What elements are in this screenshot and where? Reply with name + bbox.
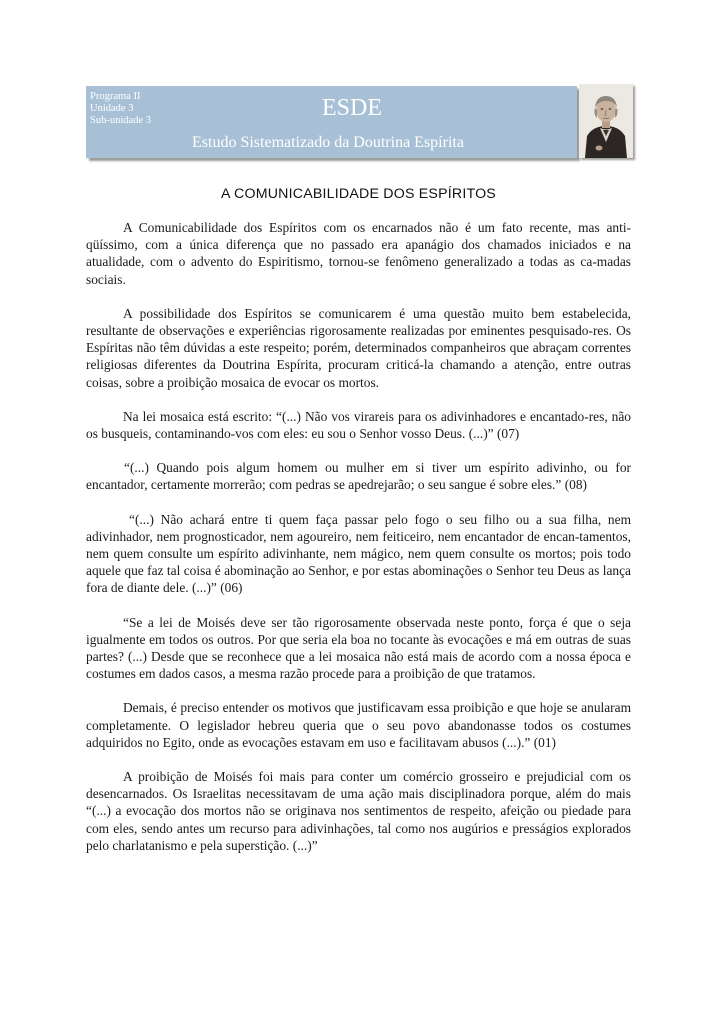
document-body [86,219,631,871]
program-label: Programa II [90,91,141,102]
header-banner [86,86,577,158]
program-info [90,91,151,127]
paragraph: Na lei mosaica está escrito: “(...) Não vos virareis para os adivinhadores e encantado-res, não os busqueis, contaminando-vos com eles: eu sou o Senhor vosso Deus. (...)” (07) [86,408,631,442]
paragraph: A Comunicabilidade dos Espíritos com os encarnados não é um fato recente, mas anti-qüíssimo, com a única diferença que no passado era apanágio dos chamados iniciados e na atualidade, com o advento do Espiritismo, tornou-se fenômeno generalizado a todas as ca-madas sociais. [86,220,631,287]
banner-title: ESDE [322,95,382,121]
quote-paragraph: “(...) Não achará entre ti quem faça passar pelo fogo o seu filho ou a sua filha, nem adivinhador, nem prognosticador, nem agoureiro, nem feiticeiro, nem encantador de encan-tamentos, nem quem consulte um espírito adivinhante, nem mágico, nem quem consulte os mortos; pois todo aquele que faz tal coisa é abominação ao Senhor, e por estas abominações o Senhor teu Deus as lança fora de diante dele. (...)” (06) [86,511,631,596]
portrait-figure-icon [579,84,633,158]
paragraph: A possibilidade dos Espíritos se comunicarem é uma questão muito bem estabelecida, resultante de observações e experiências rigorosamente realizadas por eminentes pesquisado-res. Os Espíritas não têm dúvidas a este respeito; porém, determinados companheiros que abraçam correntes religiosas diferentes da Doutrina Espírita, procuram criticá-la chamando a atenção, entre outras coisas, sobre a proibição mosaica de evocar os mortos. [86,305,631,390]
paragraph: A proibição de Moisés foi mais para conter um comércio grosseiro e prejudicial com os desencarnados. Os Israelitas necessitavam de uma ação mais disciplinadora porque, além do mais “(...) a evocação dos mortos não se originava nos sentimentos de respeito, afeição ou piedade para com eles, sendo antes um recurso para adivinhações, tal como nos augúrios e presságios explorados pelo charlatanismo e pela superstição. (...)” [86,769,631,853]
document-title: A COMUNICABILIDADE DOS ESPÍRITOS [221,186,496,202]
paragraph: “Se a lei de Moisés deve ser tão rigorosamente observada neste ponto, força é que o seja igualmente em todos os outros. Por que seria ela boa no tocante às evocações e má em outras de suas partes? (...) Desde que se reconhece que a lei mosaica não está mais de acordo com a nossa época e costumes em dados casos, a mesma razão procede para a proibição de que tratamos. [86,614,631,682]
quote-paragraph: “(...) Quando pois algum homem ou mulher em si tiver um espírito adivinho, ou for encantador, certamente morrerão; com pedras se apedrejarão; o seu sangue é sobre eles.” (08) [86,460,631,493]
banner-subtitle: Estudo Sistematizado da Doutrina Espírita [192,134,464,151]
unit-label: Unidade 3 [90,103,134,114]
subunit-label: Sub-unidade 3 [90,115,151,126]
portrait-image [579,84,633,158]
paragraph: Demais, é preciso entender os motivos que justificavam essa proibição e que hoje se anularam completamente. O legislador hebreu queria que o seu povo abandonasse todos os costumes adquiridos no Egito, onde as evocações estavam em uso e facilitavam abusos (...).” (01) [86,700,631,750]
